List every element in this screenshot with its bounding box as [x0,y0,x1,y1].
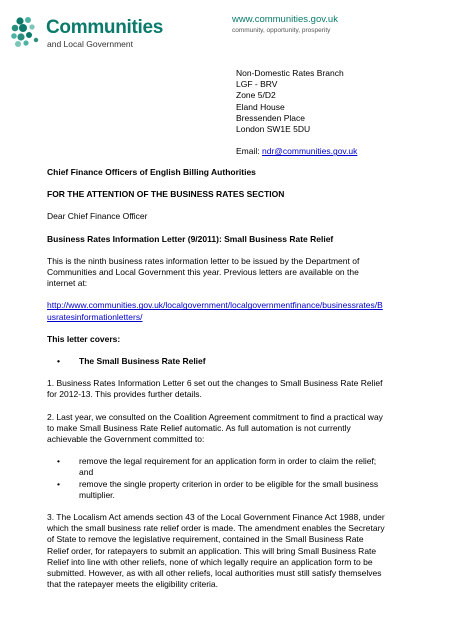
email-line [236,146,357,157]
sender-address [236,68,357,157]
address-line: Zone 5/D2 [236,90,276,101]
website-tagline: community, opportunity, prosperity [232,27,331,34]
communities-logo [10,16,164,50]
attention-line: FOR THE ATTENTION OF THE BUSINESS RATES SECTION [47,189,285,200]
email-link[interactable]: ndr@communities.gov.uk [261,146,358,157]
commitments-list [47,456,387,501]
previous-letters-link-para [47,300,387,322]
commitment-item: • remove the single property criterion in order to be eligible for the small business multiplier. [47,479,387,501]
paragraph-2: 2. Last year, we consulted on the Coalition Agreement commitment to find a practical way to make Small Business Rate Relief automatic. As full automation is not currently achievable the Government committed to: [47,411,383,445]
website-url[interactable]: www.communities.gov.uk [232,14,338,25]
paragraph-1: 1. Business Rates Information Letter 6 set out the changes to Small Business Rate Relief for 2012-13. This provides further details. [47,378,383,400]
logo-wordmark: Communities [46,17,164,38]
paragraph-3: 3. The Localism Act amends section 43 of the Local Government Finance Act 1988, under which the small business rate relief order is made. The amendment enables the Secretary of State to remove the legislative requirement, contained in the Small Business Rate Relief order, for ratepayers to submit an application. This will bring Small Business Rate Relief into line with other reliefs, none of which legally require an application form to be submitted. However, as with all other reliefs, local authorities must still satisfy themselves that the ratepayer meets the eligibility criteria. [47,512,385,590]
covers-item: • The Small Business Rate Relief [47,356,387,367]
covers-heading: This letter covers: [47,333,121,344]
address-line: Non-Domestic Rates Branch [236,68,344,78]
email-label: Email: [236,146,262,157]
salutation: Dear Chief Finance Officer [47,211,148,222]
intro-paragraph: This is the ninth business rates information letter to be issued by the Department of Communities and Local Government this year. Previous letters are available on the internet at: [47,255,360,289]
recipient: Chief Finance Officers of English Billing Authorities [47,167,256,177]
address-line: Eland House [236,101,285,112]
website-block [232,14,338,36]
logo-dots-icon [10,16,44,50]
commitment-item: • remove the legal requirement for an application form in order to claim the relief; and [47,456,387,478]
letter-body [47,167,387,601]
subject-line: Business Rates Information Letter (9/2011): Small Business Rate Relief [47,233,334,244]
address-line: London SW1E 5DU [236,124,311,135]
address-line: Bressenden Place [236,112,305,123]
previous-letters-link[interactable]: http://www.communities.gov.uk/localgovernment/localgovernmentfinance/businessrates/Busratesinformationletters/ [47,300,383,322]
address-line: LGF - BRV [236,79,278,90]
logo-subtitle: and Local Government [47,39,133,49]
covers-list [47,356,387,367]
